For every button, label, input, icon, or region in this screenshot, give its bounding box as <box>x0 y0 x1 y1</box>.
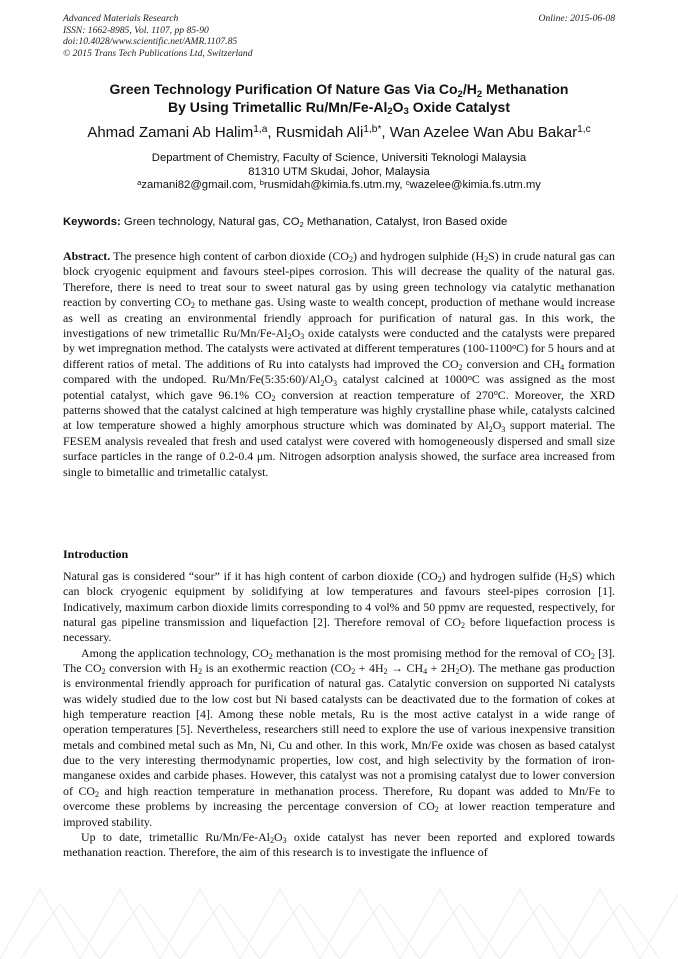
author-emails: $^a$zamani82@gmail.com, $^b$rusmidah@kimia.fs.utm.my, $^c$wazelee@kimia.fs.utm.my <box>137 177 541 192</box>
title-line-2: By Using Trimetallic $Ru/Mn/Fe-Al_2O_3$ Oxide Catalyst <box>167 98 510 118</box>
abstract-label: Abstract. <box>63 249 111 263</box>
author-list: Ahmad Zamani Ab Halim$^{1,a}$, Rusmidah Ali$^{1,b*}$, Wan Azelee Wan Abu Bakar$^{1,c}$ <box>87 124 591 141</box>
author-affiliation-mark: 1,b* <box>363 124 382 136</box>
copyright-line: © 2015 Trans Tech Publications Ltd, Switzerland <box>63 47 253 59</box>
paper-title <box>40 81 638 116</box>
intro-paragraph: Up to date, trimetallic $Ru/Mn/Fe-Al_2O_3$ oxide catalyst has never been reported and explored towards methanation reaction. Therefore, the aim of this research is to investigate the influence of <box>63 829 616 860</box>
intro-paragraph: Among the application technology, $CO_2$ methanation is the most promising method for the removal of $CO_2$ [3]. The $CO_2$ conversion with $H_2$ is an exothermic reaction $(CO_2 + 4H_2 \to CH_4 + 2H_2O)$. The methane gas production is environmental friendly approach for purification of natural gas. Catalytic conversion on supported Ni catalysts was widely studied due to the low cost but Ni based catalysts can be deactivated due to the formation of cokes at high temperature reaction [4]. Among these noble metals, Ru is the most active catalyst in a wide range of operation temperatures [5]. Nevertheless, researchers still need to explore the use of various inexpensive transition metals and combined metal such as Mn, Ni, Cu and other. In this work, Mn/Fe oxide was chosen as based catalyst due to the very interesting thermodynamic properties, low cost, and high selectivity by the formation of iron-manganese oxides and carbide phases. However, this catalyst was not a promising catalyst due to lower conversion of $CO_2$ and high reaction temperature in methanation process. Therefore, Ru dopant was added to Mn/Fe to overcome these problems by increasing the percentage conversion of $CO_2$ at lower reaction temperature and improved stability. <box>63 645 616 829</box>
author-affiliation-mark: 1,a <box>253 124 268 136</box>
publication-info <box>63 13 615 59</box>
author-name: Wan Azelee Wan Abu Bakar <box>389 124 578 141</box>
doi-line: doi:10.4028/www.scientific.net/AMR.1107.85 <box>63 36 238 47</box>
email-link[interactable]: wazelee@kimia.fs.utm.my <box>409 179 541 192</box>
intro-paragraph: Natural gas is considered “sour” if it has high content of carbon dioxide $(CO_2)$ and hydrogen sulfide $(H_2S)$ which can block cryogenic equipment by solidifying at low temperatures and favours steel-pipes corrosion [1]. Indicatively, maximum carbon dioxide limits corresponding to 4 vol% and 50 ppmv are requested, respectively, for natural gas pipeline transmission and liquefaction [2]. Therefore removal of $CO_2$ before liquefaction process is necessary. <box>63 569 615 645</box>
affiliation-department: Department of Chemistry, Faculty of Science, Universiti Teknologi Malaysia <box>151 152 527 164</box>
publication-header <box>63 13 615 59</box>
affiliation-address: 81310 UTM Skudai, Johor, Malaysia <box>248 165 430 178</box>
keywords-label: Keywords: <box>63 216 121 228</box>
watermark-pattern <box>0 869 678 959</box>
journal-name: Advanced Materials Research <box>63 13 179 24</box>
abstract-paragraph: Abstract. The presence high content of carbon dioxide $(CO_2)$ and hydrogen sulphide $(H_2S)$ in crude natural gas can block cryogenic equipment and favours steel-pipes corrosion. This will decrease the quality of the natural gas. Therefore, there is need to treat sour to sweet natural gas by using green technology via catalytic methanation reaction by converting $CO_2$ to methane gas. Using waste to wealth concept, production of methane would increase as well as creating an environmental friendly approach for purification of natural gas. In this work, the investigations of new trimetallic $Ru/Mn/Fe-Al_2O_3$ oxide catalysts were conducted and the catalysts were prepared by wet impregnation method. The catalysts were activated at different temperatures (100-1100$^o$C) for 5 hours and at different ratios of metal. The additions of Ru into catalysts had improved the $CO_2$ conversion and $CH_4$ formation compared with the undoped. $Ru/Mn/Fe(5:35:60)/Al_2O_3$ catalyst calcined at 1000$^o$C was assigned as the most potential catalyst, which gave 96.1% $CO_2$ conversion at reaction temperature of 270$^o$C. Moreover, the XRD patterns showed that the catalyst calcined at high temperature was highly crystalline phase while, catalysts calcined at low temperature showed a highly amorphous structure which was dominated by $Al_2O_3$ support material. The FESEM analysis revealed that fresh and used catalyst were covered with homogeneously dispersed and small size surface particles in the range of 0.2-0.4 μm. Nitrogen adsorption analysis showed, the surface area increased from single to bimetallic and trimetallic catalyst. <box>63 249 615 479</box>
section-heading-introduction: Introduction <box>63 547 129 561</box>
author-affiliation-mark: 1,c <box>577 124 591 136</box>
introduction-body <box>63 569 615 861</box>
online-date: Online: 2015-06-08 <box>538 13 615 24</box>
affiliation-block <box>40 152 638 193</box>
title-line-1: Green Technology Purification Of Nature Gas Via $Co_2/H_2$ Methanation <box>109 81 569 100</box>
author-name: Ahmad Zamani Ab Halim <box>87 124 254 141</box>
issn-line: ISSN: 1662-8985, Vol. 1107, pp 85-90 <box>63 24 209 36</box>
email-link[interactable]: rusmidah@kimia.fs.utm.my, <box>263 179 406 192</box>
email-link[interactable]: zamani82@gmail.com, <box>141 179 260 192</box>
keywords-line: Keywords: Green technology, Natural gas, $CO_2$ Methanation, Catalyst, Iron Based oxide <box>63 216 508 230</box>
author-name: Rusmidah Ali <box>275 124 364 141</box>
